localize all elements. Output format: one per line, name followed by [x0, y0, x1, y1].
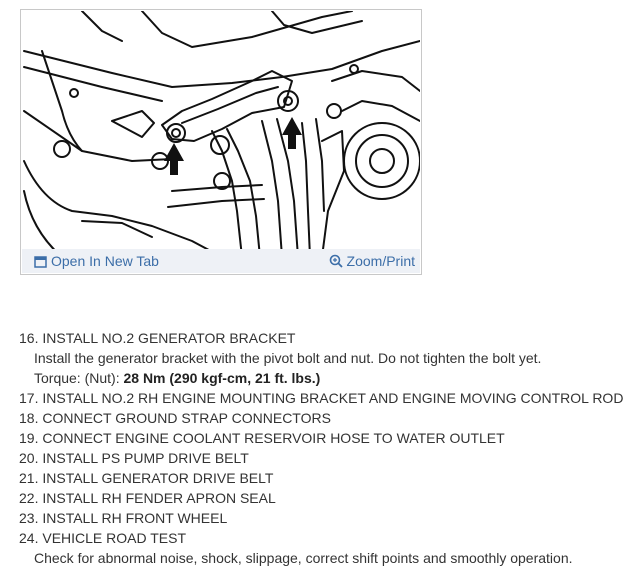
step-number: 23. [19, 510, 39, 526]
procedure-steps [19, 328, 623, 568]
step-16-torque [19, 368, 623, 388]
step-20 [19, 448, 623, 468]
step-title: INSTALL NO.2 GENERATOR BRACKET [42, 330, 296, 346]
step-24 [19, 528, 623, 548]
zoom-print-label: Zoom/Print [346, 253, 415, 269]
torque-label: Torque: (Nut): [34, 370, 120, 386]
step-16-instruction: Install the generator bracket with the pivot bolt and nut. Do not tighten the bolt yet. [34, 350, 542, 366]
engine-bracket-diagram [22, 11, 420, 257]
step-number: 19. [19, 430, 39, 446]
torque-value: 28 Nm (290 kgf-cm, 21 ft. lbs.) [123, 370, 321, 386]
step-title: INSTALL GENERATOR DRIVE BELT [42, 470, 274, 486]
open-tab-icon [34, 255, 47, 268]
step-title: INSTALL PS PUMP DRIVE BELT [42, 450, 249, 466]
step-16 [19, 328, 623, 348]
figure-card [20, 9, 422, 275]
step-title: INSTALL RH FRONT WHEEL [42, 510, 228, 526]
step-21 [19, 468, 623, 488]
step-23 [19, 508, 623, 528]
step-number: 21. [19, 470, 39, 486]
step-title: VEHICLE ROAD TEST [42, 530, 187, 546]
open-in-new-tab-label: Open In New Tab [51, 253, 159, 269]
step-22 [19, 488, 623, 508]
zoom-print-button[interactable] [329, 253, 415, 269]
step-title: CONNECT GROUND STRAP CONNECTORS [42, 410, 331, 426]
step-title: INSTALL RH FENDER APRON SEAL [42, 490, 276, 506]
step-number: 16. [19, 330, 39, 346]
step-number: 20. [19, 450, 39, 466]
figure-toolbar [22, 249, 420, 273]
step-title: CONNECT ENGINE COOLANT RESERVOIR HOSE TO WATER OUTLET [42, 430, 505, 446]
step-number: 24. [19, 530, 39, 546]
step-number: 18. [19, 410, 39, 426]
step-19 [19, 428, 623, 448]
magnifier-icon [329, 254, 343, 268]
step-17 [19, 388, 623, 408]
step-18 [19, 408, 623, 428]
step-number: 17. [19, 390, 39, 406]
step-number: 22. [19, 490, 39, 506]
open-in-new-tab-button[interactable] [34, 253, 159, 269]
step-title: INSTALL NO.2 RH ENGINE MOUNTING BRACKET AND ENGINE MOVING CONTROL ROD [42, 390, 624, 406]
step-24-instruction: Check for abnormal noise, shock, slippage, correct shift points and smoothly operation. [34, 550, 573, 566]
